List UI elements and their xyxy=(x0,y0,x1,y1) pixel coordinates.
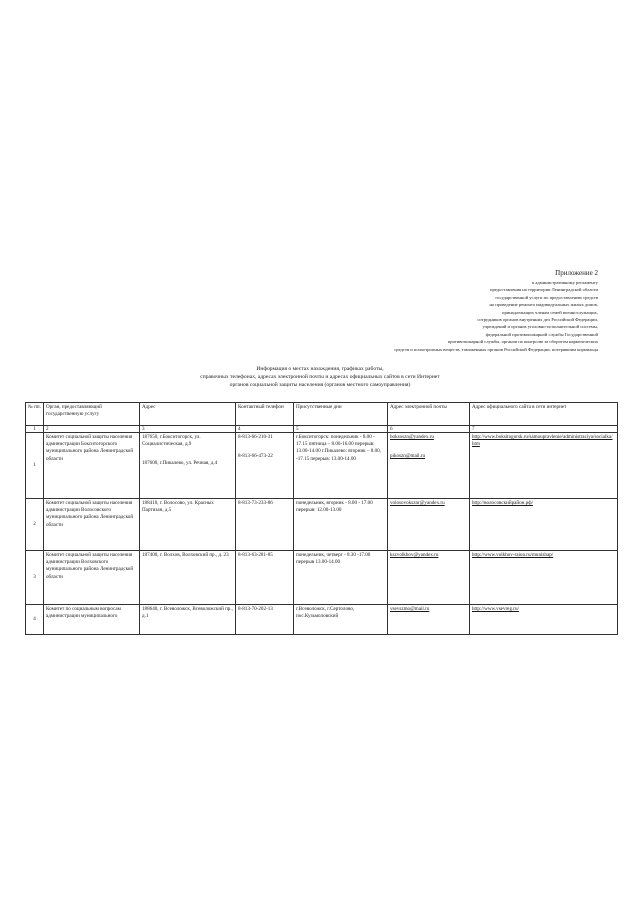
preamble-line: средств и психотропных веществ, таможенных органов Российской Федерации, потерявшим кормильца xyxy=(394,346,598,352)
table-row xyxy=(26,605,618,635)
column-number: 7 xyxy=(470,426,618,433)
header-organ: Орган, предоставляющий государственную услугу xyxy=(44,403,140,426)
preamble-line: учреждений и органов уголовно-исполнительной системы, xyxy=(482,324,598,330)
email-link[interactable]: pikoszn@mail.ru xyxy=(390,453,426,460)
preamble-line: сотрудников органов внутренних дел Российской Федерации, xyxy=(477,317,598,323)
preamble-line: государственной услуги по предоставлению средств xyxy=(495,294,598,300)
preamble-line: принадлежащих членам семей военнослужащих, xyxy=(502,309,598,315)
row-number: 1 xyxy=(26,433,44,499)
organ-name: Комитет социальной защиты населения администрации Бокситогорского муниципального района Ленинградской области xyxy=(44,433,140,499)
website-link[interactable]: http://www.vsevreg.ru/ xyxy=(470,605,618,635)
header-num: № пп. xyxy=(26,403,44,426)
email-link[interactable]: kszvolkhov@yandex.ru xyxy=(388,551,470,605)
table-row xyxy=(26,551,618,605)
column-number-row xyxy=(26,426,618,433)
heading-line: справочных телефонах, адресах электронной почты и адресах официальных сайтов в сети Интернет xyxy=(200,374,440,380)
table-row xyxy=(26,433,618,499)
working-days: понедельник, вторник - 8.00 - 17.00 перерыв: 12.00-13.00 xyxy=(294,499,388,551)
phone-text: 8-813-63-281-85 xyxy=(236,551,294,605)
address-cell xyxy=(140,433,236,499)
email-link[interactable]: boksoszn@yandex.ru xyxy=(390,434,434,440)
heading-line: Информация о местах нахождения, графиках работы, xyxy=(256,366,384,372)
header-phone: Контактный телефон xyxy=(236,403,294,426)
regulation-preamble xyxy=(278,279,598,353)
working-days: г.Бокситогорск: понедельник - 8.00 - 17.15 пятница – 8.00-16.00 перерыв: 13.00-14.00 г.Пикалево: вторник – 8.00, -17.15 перерыв: 13.00-14.00 xyxy=(294,433,388,499)
phone-text: 8-813-66-210-31 xyxy=(238,434,273,440)
preamble-line: федеральной противопожарной службы Государственной xyxy=(485,331,598,337)
website-link[interactable]: http://www.boksitogorsk.ru/samoupravlenie/administraciya/socialka/htm xyxy=(470,433,618,499)
column-number: 2 xyxy=(44,426,140,433)
social-protection-table xyxy=(25,402,618,635)
email-link[interactable]: vsevszmo@mail.ru xyxy=(388,605,470,635)
heading-line: органов социальной защиты населения (органов местного самоуправления) xyxy=(229,382,411,388)
address-text: 187600, г.Пикалево, ул. Речная, д.4 xyxy=(142,460,218,467)
email-cell xyxy=(388,433,470,499)
column-number: 6 xyxy=(388,426,470,433)
phone-text: 8-813-73-233-86 xyxy=(236,499,294,551)
organ-name: Комитет по социальным вопросам администрации муниципального xyxy=(44,605,140,635)
row-number: 4 xyxy=(26,605,44,635)
table-row xyxy=(26,499,618,551)
header-days: Присутственные дни xyxy=(294,403,388,426)
working-days: понедельник, четверг - 8.30 -17.00 перерыв 13.00-14.00 xyxy=(294,551,388,605)
working-days: г.Всеволожск, г.Сертолово, пос.Кузьмоловский xyxy=(294,605,388,635)
website-link[interactable]: http://волосовскийрайон.рф/ xyxy=(470,499,618,551)
organ-name: Комитет социальной защиты населения администрации Волховского муниципального района Ленинградской области xyxy=(44,551,140,605)
organ-name: Комитет социальной защиты населения администрации Волосовского муниципального района Ленинградской области xyxy=(44,499,140,551)
table-header-row xyxy=(26,403,618,426)
address-text: 187650, г.Бокситогорск, ул. Социалистическая, д.9 xyxy=(142,434,201,448)
header-address: Адрес xyxy=(140,403,236,426)
preamble-line: к административному регламенту xyxy=(532,280,598,285)
address-text: 187400, г. Волхов, Волховский пр., д. 23 xyxy=(140,551,236,605)
phone-text: 8-813-66-473-22 xyxy=(238,453,273,460)
address-text: 188640, г. Всеволожск, Всеволожский пр., д.1 xyxy=(140,605,236,635)
phone-text: 8-813-70-202-13 xyxy=(236,605,294,635)
table-heading xyxy=(0,365,640,389)
email-link[interactable]: volosovoksznr@yandex.ru xyxy=(388,499,470,551)
header-site: Адрес официального сайта в сети интернет xyxy=(470,403,618,426)
column-number: 1 xyxy=(26,426,44,433)
phone-cell xyxy=(236,433,294,499)
row-number: 2 xyxy=(26,499,44,551)
address-text: 188410, г. Волосово, ул. Красных Партизан, д.5 xyxy=(140,499,236,551)
website-link[interactable]: http://www.volkhov-raion.ru/munishap/ xyxy=(470,551,618,605)
appendix-title: Приложение 2 xyxy=(555,269,598,277)
preamble-line: предоставления на территории Ленинградской области xyxy=(490,287,598,293)
header-email: Адрес электронной почты xyxy=(388,403,470,426)
preamble-line: на проведение ремонта индивидуальных жилых домов, xyxy=(489,302,598,308)
column-number: 4 xyxy=(236,426,294,433)
column-number: 5 xyxy=(294,426,388,433)
preamble-line: противопожарной службы, органов по контролю за оборотом наркотических xyxy=(447,339,598,345)
column-number: 3 xyxy=(140,426,236,433)
row-number: 3 xyxy=(26,551,44,605)
